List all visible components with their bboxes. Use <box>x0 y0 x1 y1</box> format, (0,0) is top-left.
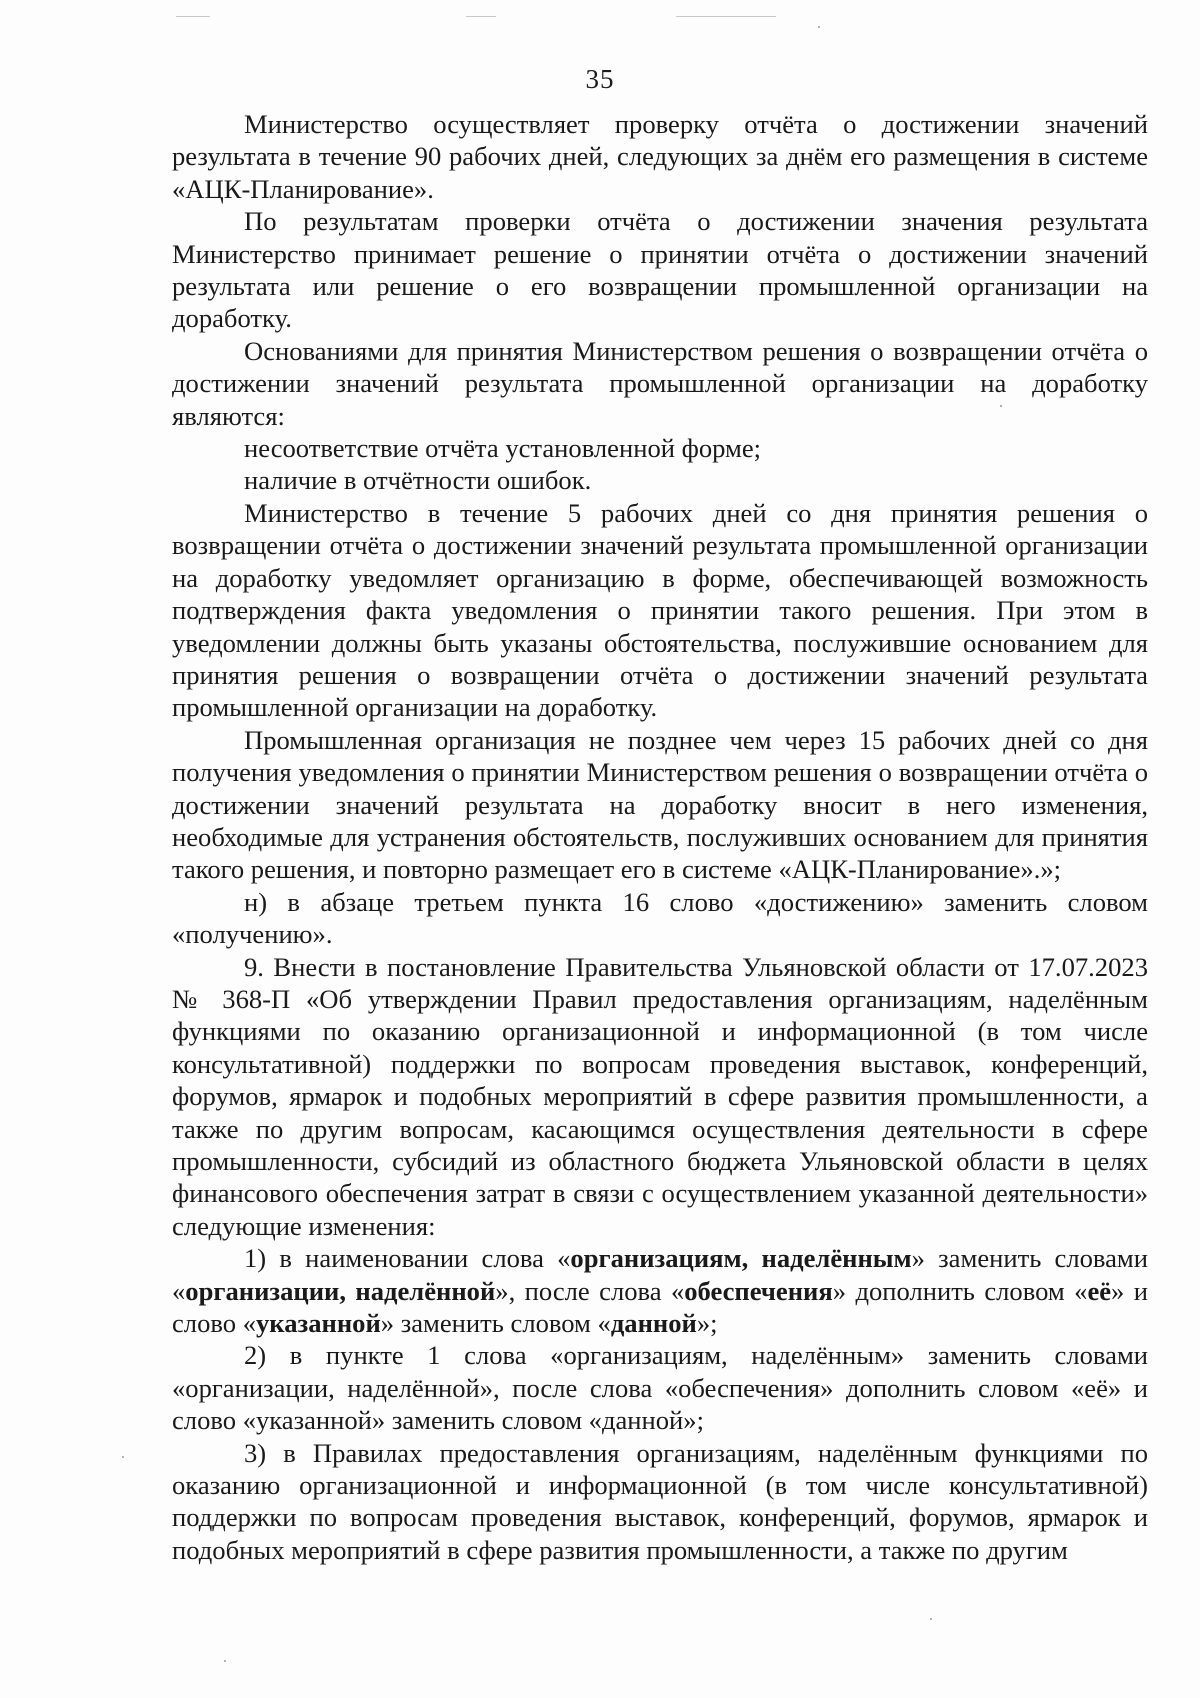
text-run: » и слово « <box>172 1275 1148 1339</box>
scan-dot <box>224 1660 226 1662</box>
bold-term: организации, наделённой <box>185 1275 496 1306</box>
paragraph: 9. Внести в постановление Правительства Ульяновской области от 17.07.2023 № 368-П «Об утверждении Правил предоставления организациям, наделённым функциями по оказанию организационной и информационной (в том числе консультативной) поддержки по вопросам проведения выставок, конференций, форумов, ярмарок и подобных мероприятий в сфере развития промышленности, а также по другим вопросам, касающимся осуществления деятельности в сфере промышленности, субсидий из областного бюджета Ульяновской области в целях финансового обеспечения затрат в связи с осуществлением указанной деятельности» следующие изменения: <box>172 951 1148 1241</box>
bold-term: указанной <box>256 1308 381 1339</box>
paragraph: н) в абзаце третьем пункта 16 слово «достижению» заменить словом «получению». <box>172 886 1148 950</box>
amendment-item-3: 3) в Правилах предоставления организациям, наделённым функциями по оказанию организационной и информационной (в том числе консультативной) поддержки по вопросам проведения выставок, конференций, форумов, ярмарок и подобных мероприятий в сфере развития промышленности, а также по другим <box>172 1437 1148 1565</box>
paragraph: Промышленная организация не позднее чем через 15 рабочих дней со дня получения уведомления о принятии Министерством решения о возвращении отчёта о достижении значений результата на доработку вносит в него изменения, необходимые для устранения обстоятельств, послуживших основанием для принятия такого решения, и повторно размещает его в системе «АЦК-Планирование».»; <box>172 724 1148 885</box>
list-item: несоответствие отчёта установленной форме; <box>244 433 762 464</box>
paragraph: Министерство осуществляет проверку отчёта о достижении значений результата в течение 90 рабочих дней, следующих за днём его размещения в системе «АЦК-Планирование». <box>172 109 1148 204</box>
text-run: 1) в наименовании слова « <box>244 1243 571 1274</box>
page-number: 35 <box>585 64 615 94</box>
list-item: наличие в отчётности ошибок. <box>244 465 592 496</box>
text-run: », после слова « <box>495 1275 685 1306</box>
text-run: » заменить словами « <box>172 1243 1148 1306</box>
bold-term: обеспечения <box>684 1275 833 1306</box>
scan-dot <box>122 1456 124 1458</box>
scan-dot <box>930 1618 932 1620</box>
bold-term: её <box>1087 1275 1112 1306</box>
amendment-item-2: 2) в пункте 1 слова «организациям, наделённым» заменить словами «организации, наделённой», после слова «обеспечения» дополнить словом «её» и слово «указанной» заменить словом «данной»; <box>172 1340 1148 1436</box>
scan-dot <box>818 26 820 28</box>
paragraph: По результатам проверки отчёта о достижении значения результата Министерство принимает решение о принятии отчёта о достижении значений результата или решение о его возвращении промышленной организации на доработку. <box>172 206 1148 334</box>
text-run: » заменить словом « <box>380 1308 611 1339</box>
scan-artifact <box>676 16 776 17</box>
text-run: » дополнить словом « <box>832 1275 1088 1306</box>
paragraph: Основаниями для принятия Министерством решения о возвращении отчёта о достижении значений результата промышленной организации на доработку являются: <box>172 335 1148 431</box>
text-run: »; <box>696 1308 718 1339</box>
document-body <box>172 108 1148 1566</box>
scan-artifact <box>176 16 210 17</box>
paragraph: Министерство в течение 5 рабочих дней со дня принятия решения о возвращении отчёта о достижении значений результата промышленной организации на доработку уведомляет организацию в форме, обеспечивающей возможность подтверждения факта уведомления о принятии такого решения. При этом в уведомлении должны быть указаны обстоятельства, послужившие основанием для принятия решения о возвращении отчёта о достижении значений результата промышленной организации на доработку. <box>172 497 1148 723</box>
scan-artifact <box>466 16 496 17</box>
bold-term: организациям, наделённым <box>570 1243 912 1274</box>
amendment-item-1 <box>172 1242 1148 1339</box>
bold-term: данной <box>610 1308 697 1339</box>
